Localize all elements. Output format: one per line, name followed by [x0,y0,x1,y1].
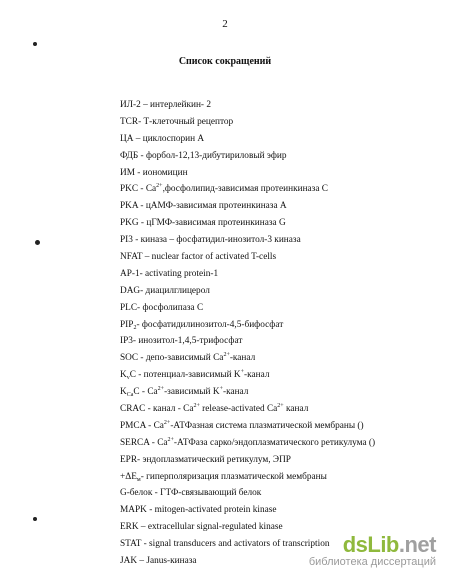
abbreviation-text: AP-1- activating protein-1 [120,268,219,279]
superscript: + [219,386,223,393]
abbreviation-item [120,97,375,114]
abbreviation-item [120,165,375,182]
abbreviation-item [120,384,375,401]
abbreviation-text: G-белок - ГТФ-связывающий белок [120,488,262,499]
abbreviation-text: NFAT – nuclear factor of activated T-cells [120,252,277,263]
abbreviation-item [120,418,375,435]
abbreviation-text: -АТФазная система плазматической мембраны () [170,420,364,431]
abbreviation-text: STAT - signal transducers and activators of transcription [120,539,330,550]
abbreviation-item [120,317,375,334]
abbreviation-item [120,198,375,215]
superscript: 2+ [223,352,230,359]
superscript: 2+ [157,386,165,393]
abbreviation-text: TCR- Т-клеточный рецептор [120,116,234,127]
abbreviation-text: ФДБ - форбол-12,13-дибутириловый эфир [120,150,287,161]
scan-speck [33,42,37,46]
abbreviation-text: -канал [244,370,270,381]
superscript: 2+ [193,403,200,410]
abbreviation-list [120,97,375,570]
abbreviation-text: JAK – Janus-киназа [120,556,197,567]
abbreviation-item [120,114,375,131]
abbreviation-text: EPR- эндоплазматический ретикулум, ЭПР [120,454,291,465]
superscript: 2+ [156,183,163,190]
abbreviation-item [120,148,375,165]
subscript: v [126,375,130,382]
section-title: Список сокращений [178,56,272,67]
abbreviation-text: PI3 - киназа – фосфатидил-инозитол-3 киназа [120,235,301,246]
abbreviation-text: SOC - депо-зависимый Ca [120,353,224,364]
abbreviation-text: -канал [229,353,256,364]
abbreviation-item [120,131,375,148]
abbreviation-text: PKA - цАМФ-зависимая протеинкиназа А [120,201,287,212]
abbreviation-text: ИМ - иономицин [120,167,188,178]
scan-speck [35,240,40,245]
abbreviation-text: ЦА – циклоспорин А [120,133,205,144]
abbreviation-text: IP3- инозитол-1,4,5-трифосфат [120,336,243,347]
abbreviation-item [120,283,375,300]
watermark-subtitle: библиотека диссертаций [308,556,436,568]
abbreviation-text: PKG - цГМФ-зависимая протеинкиназа G [120,218,286,229]
abbreviation-text: CRAC - канал - Ca [120,404,194,415]
abbreviation-item [120,469,375,486]
scan-speck [33,517,37,521]
abbreviation-text: +ΔE [120,471,137,482]
abbreviation-item [120,215,375,232]
abbreviation-text: C - потенциал-зависимый K [129,370,241,381]
abbreviation-text: PLC- фосфолипаза С [120,302,204,313]
abbreviation-text: канал [283,404,309,415]
abbreviation-text: -АТФаза сарко/эндоплазматического ретикулума () [173,437,376,448]
superscript: 2+ [277,403,284,410]
abbreviation-text: ,фосфолипид-зависимая протеинкиназа С [162,184,328,195]
abbreviation-text: C - Ca [133,387,158,398]
abbreviation-text: -канал [222,387,249,398]
abbreviation-text: PIP [120,319,134,330]
subscript: 2 [133,324,137,331]
watermark-logo: dsLib.net [342,532,436,557]
superscript: + [240,369,245,376]
watermark [309,532,436,568]
abbreviation-text: PMCA - Ca [120,420,164,431]
abbreviation-item [120,232,375,249]
abbreviation-text: -зависимый K [164,387,220,398]
abbreviation-text: ИЛ-2 – интерлейкин- 2 [120,100,212,110]
abbreviation-item [120,502,375,519]
abbreviation-item [120,181,375,198]
superscript: 2+ [167,436,174,443]
abbreviation-item [120,333,375,350]
abbreviation-text: release-activated Ca [199,404,278,415]
abbreviation-text: - фосфатидилинозитол-4,5-бифосфат [136,319,284,330]
abbreviation-text: PKC - Ca [120,184,157,195]
abbreviation-item [120,401,375,418]
subscript: Ca [126,392,134,399]
abbreviation-text: ERK – extracellular signal-regulated kinase [120,522,283,533]
superscript: 2+ [163,419,171,426]
abbreviation-text: - гиперполяризация плазматической мембраны [140,471,327,482]
page-number: 2 [222,18,228,30]
abbreviation-item [120,350,375,367]
abbreviation-item [120,266,375,283]
abbreviation-item [120,435,375,452]
abbreviation-text: MAPK - mitogen-activated protein kinase [120,505,277,516]
abbreviation-item [120,367,375,384]
abbreviation-text: SERCA - Ca [120,437,168,448]
abbreviation-item [120,485,375,502]
abbreviation-text: DAG- диацилглицерол [120,285,210,296]
abbreviation-text: K [120,370,127,381]
abbreviation-item [120,300,375,317]
abbreviation-text: K [120,387,127,398]
abbreviation-item [120,249,375,266]
abbreviation-item [120,452,375,469]
subscript: м [136,476,141,483]
